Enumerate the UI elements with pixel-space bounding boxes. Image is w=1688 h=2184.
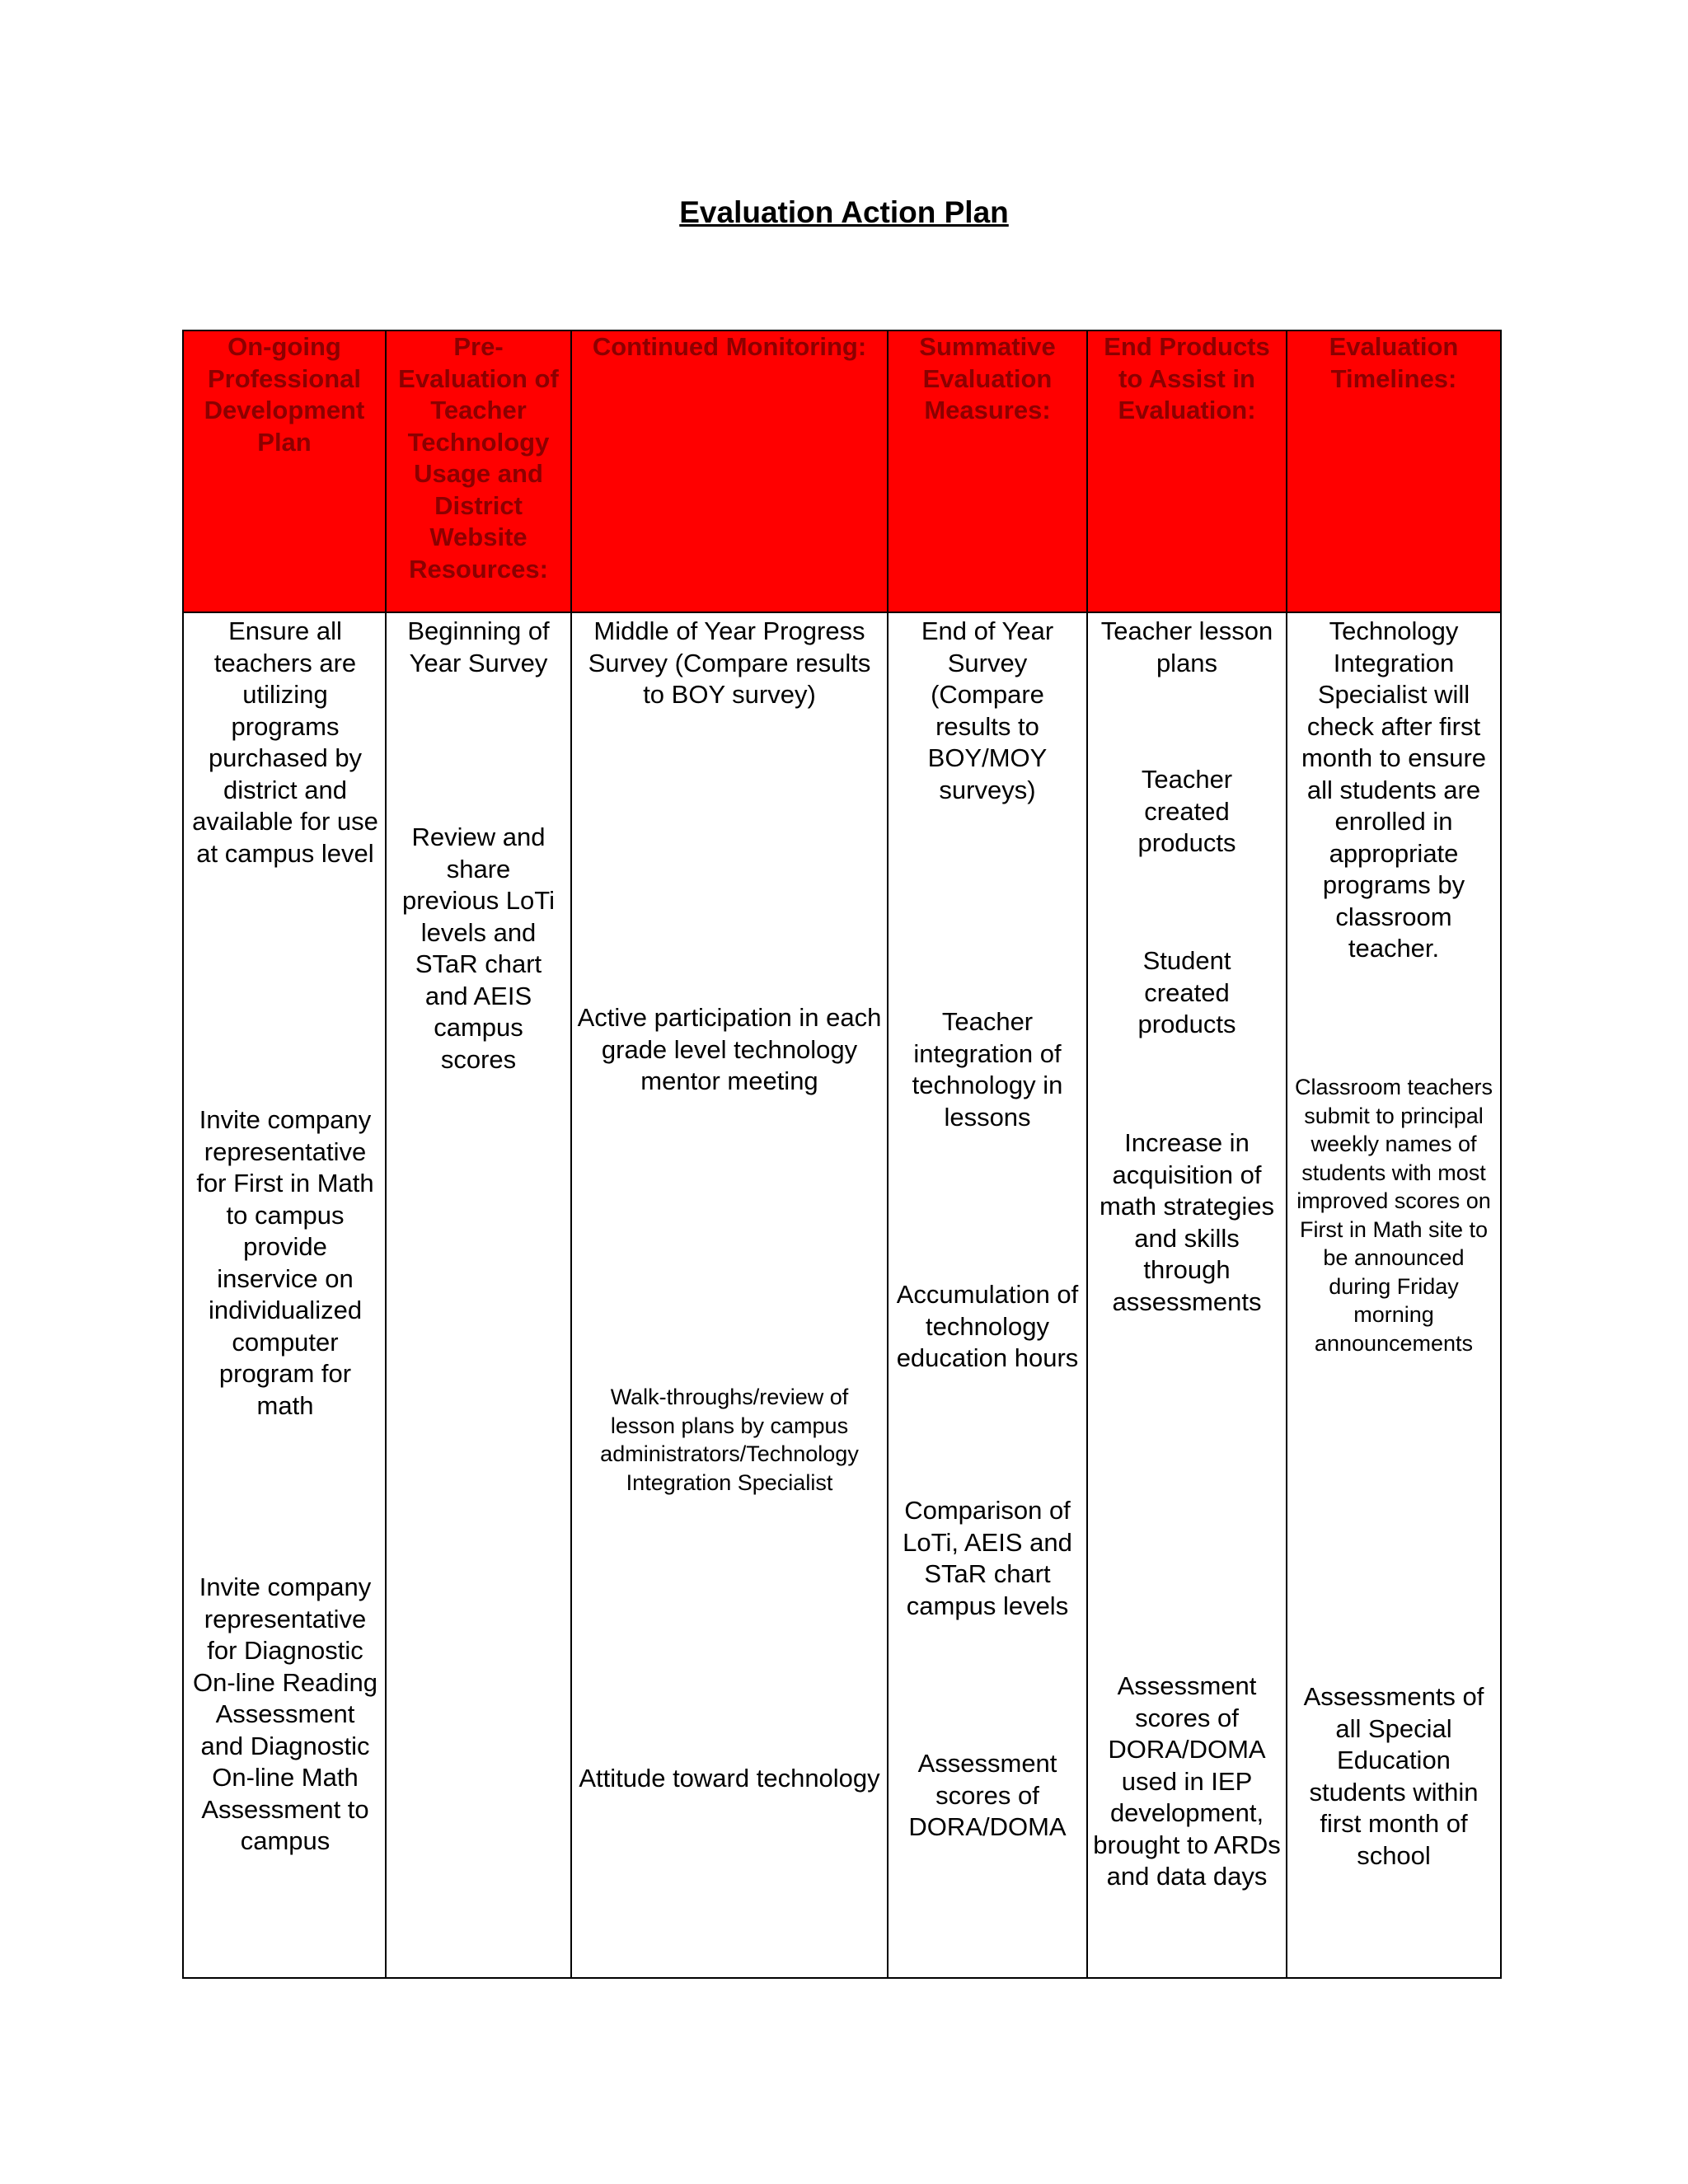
end-product-item: Assessment scores of DORA/DOMA used in IEP development, brought to ARDs and data days bbox=[1093, 1671, 1281, 1891]
end-product-item: Increase in acquisition of math strategies and skills through assessments bbox=[1100, 1128, 1274, 1316]
end-product-item: Student created products bbox=[1137, 946, 1236, 1038]
pre-evaluation-item: Review and share previous LoTi levels and STaR chart and AEIS campus scores bbox=[402, 823, 555, 1074]
timeline-item: Assessments of all Special Education students within first month of school bbox=[1303, 1682, 1484, 1870]
monitoring-item: Active participation in each grade level technology mentor meeting bbox=[577, 1003, 882, 1095]
monitoring-item: Middle of Year Progress Survey (Compare results to BOY survey) bbox=[588, 616, 871, 709]
page-title: Evaluation Action Plan bbox=[679, 195, 1009, 229]
evaluation-table bbox=[182, 330, 1502, 1979]
header-end-products: End Products to Assist in Evaluation: bbox=[1104, 332, 1270, 424]
end-product-item: Teacher created products bbox=[1137, 765, 1236, 857]
pd-plan-item: Ensure all teachers are utilizing programs purchased by district and available for use at campus level bbox=[192, 616, 378, 868]
header-ongoing-pd-plan: On-going Professional Development Plan bbox=[204, 332, 365, 457]
header-evaluation-timelines: Evaluation Timelines: bbox=[1329, 332, 1459, 393]
monitoring-item: Attitude toward technology bbox=[579, 1764, 880, 1793]
summative-item: Teacher integration of technology in lessons bbox=[912, 1007, 1063, 1132]
header-pre-evaluation: Pre-Evaluation of Teacher Technology Usage and District Website Resources: bbox=[398, 332, 559, 583]
summative-item: Accumulation of technology education hours bbox=[896, 1280, 1079, 1372]
pd-plan-item: Invite company representative for First in Math to campus provide inservice on individualized computer program for math bbox=[196, 1105, 374, 1420]
end-product-item: Teacher lesson plans bbox=[1100, 616, 1273, 677]
header-summative-evaluation: Summative Evaluation Measures: bbox=[919, 332, 1056, 424]
summative-item: Assessment scores of DORA/DOMA bbox=[908, 1749, 1067, 1841]
pd-plan-item: Invite company representative for Diagnostic On-line Reading Assessment and Diagnostic On-line Math Assessment to campus bbox=[192, 1572, 378, 1855]
summative-item: Comparison of LoTi, AEIS and STaR chart campus levels bbox=[903, 1496, 1072, 1620]
header-continued-monitoring: Continued Monitoring: bbox=[592, 332, 867, 361]
timeline-item: Classroom teachers submit to principal weekly names of students with most improved scores on First in Math site to be announced during Friday morning announcements bbox=[1294, 1075, 1493, 1356]
timeline-item: Technology Integration Specialist will check after first month to ensure all students are enrolled in appropriate programs by classroom teacher. bbox=[1301, 616, 1487, 963]
summative-item: End of Year Survey (Compare results to BOY/MOY surveys) bbox=[921, 616, 1054, 804]
monitoring-item: Walk-throughs/review of lesson plans by campus administrators/Technology Integration Specialist bbox=[600, 1385, 859, 1495]
pre-evaluation-item: Beginning of Year Survey bbox=[407, 616, 550, 677]
